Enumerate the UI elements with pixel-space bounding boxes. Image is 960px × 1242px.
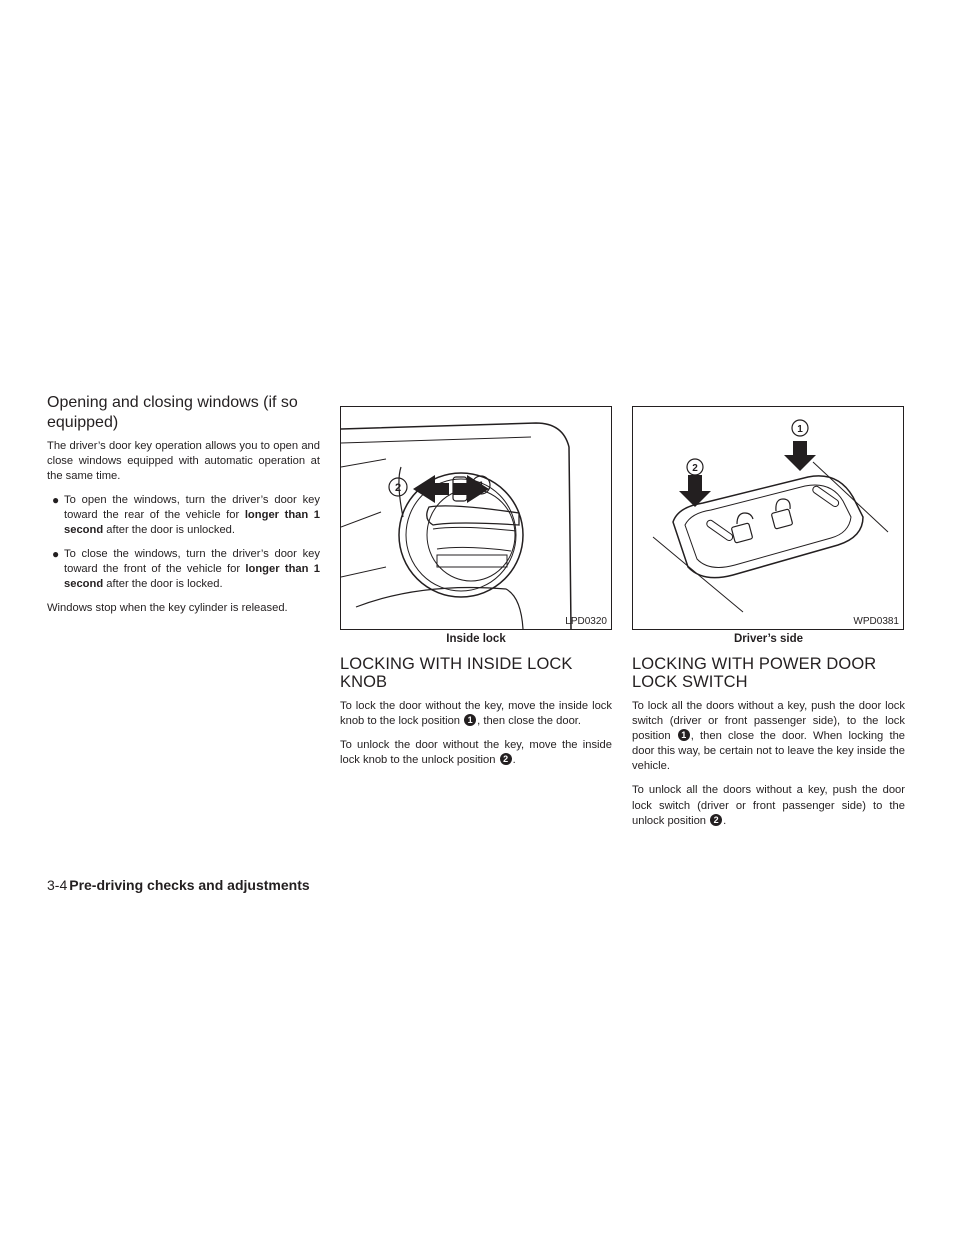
windows-intro: The driver’s door key operation allows you to open and close windows equipped with automatic operation at the same time.	[47, 440, 320, 483]
inside-lock-heading: LOCKING WITH INSIDE LOCK KNOB	[340, 655, 573, 691]
bullet-icon: ●	[52, 546, 60, 561]
windows-closing: Windows stop when the key cylinder is released.	[47, 601, 288, 614]
windows-section	[47, 393, 320, 616]
paragraph-text: To lock all the doors without a key, push the door lock switch (driver or front passenger side), to the lock position	[632, 700, 905, 743]
power-lock-figure-id: WPD0381	[853, 616, 899, 627]
paragraph-text: .	[512, 754, 516, 767]
power-lock-section	[632, 406, 905, 829]
inside-lock-caption: Inside lock	[446, 633, 506, 645]
power-lock-figure	[632, 406, 904, 630]
circled-number-1-icon: 1	[678, 729, 690, 741]
page-number: 3-4	[47, 877, 68, 893]
list-item	[47, 547, 320, 592]
bullet-emphasis: longer than 1 second	[64, 509, 321, 537]
inside-lock-paragraph-1	[340, 699, 612, 729]
windows-heading: Opening and closing windows (if so equipped)	[47, 394, 298, 431]
bullet-icon: ●	[52, 493, 60, 508]
power-lock-paragraph-2	[632, 783, 905, 828]
bullet-text: To open the windows, turn the driver’s door key toward the rear of the vehicle for	[64, 494, 320, 522]
inside-lock-callout-2: 2	[394, 482, 402, 494]
power-lock-callout-2: 2	[692, 463, 698, 474]
list-item	[47, 493, 320, 538]
paragraph-text: , then close the door. When locking the door this way, be certain not to leave the key inside the vehicle.	[632, 730, 906, 773]
bullet-emphasis: longer than 1 second	[64, 562, 320, 590]
page-footer	[47, 877, 310, 893]
bullet-text: To close the windows, turn the driver’s door key toward the front of the vehicle for	[64, 547, 320, 575]
circled-number-1-icon: 1	[464, 714, 476, 726]
power-lock-caption: Driver’s side	[733, 633, 804, 645]
inside-lock-illustration	[341, 407, 611, 629]
inside-lock-figure-id: LPD0320	[565, 616, 607, 627]
power-lock-illustration	[633, 407, 904, 629]
paragraph-text: .	[723, 814, 727, 827]
inside-lock-paragraph-2	[340, 738, 612, 768]
power-lock-callout-1: 1	[797, 424, 803, 435]
circled-number-2-icon: 2	[500, 753, 512, 765]
power-lock-heading: LOCKING WITH POWER DOOR LOCK SWITCH	[632, 655, 877, 691]
circled-number-2-icon: 2	[710, 814, 722, 826]
inside-lock-section	[340, 406, 612, 768]
paragraph-text: To lock the door without the key, move the inside lock knob to the lock position	[340, 700, 612, 728]
paragraph-text: To unlock the door without the key, move the inside lock knob to the unlock position	[340, 739, 612, 767]
bullet-text: after the door is locked.	[103, 577, 223, 590]
paragraph-text: , then close the door.	[477, 715, 582, 728]
inside-lock-figure	[340, 406, 612, 630]
inside-lock-callout-1: 1	[477, 480, 485, 492]
bullet-text: after the door is unlocked.	[103, 524, 236, 537]
chapter-title: Pre-driving checks and adjustments	[69, 877, 310, 893]
power-lock-paragraph-1	[632, 699, 905, 774]
paragraph-text: To unlock all the doors without a key, push the door lock switch (driver or front passenger side) to the unlock position	[632, 784, 905, 827]
windows-bullet-list	[47, 493, 320, 592]
